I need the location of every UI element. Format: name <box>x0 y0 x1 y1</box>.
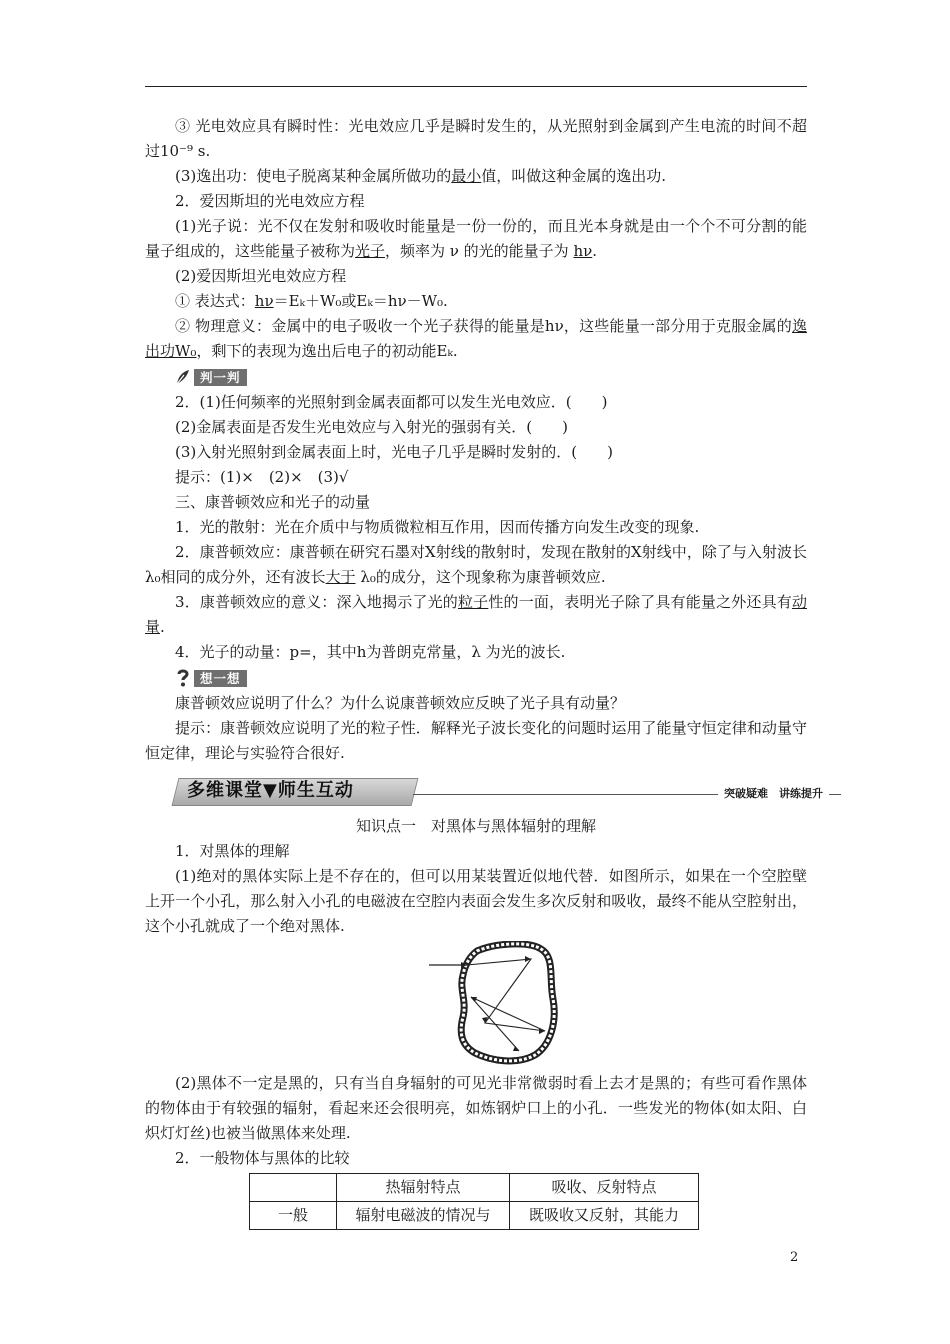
underlined-text: hν <box>254 292 274 310</box>
judge-question-1: 2．(1)任何频率的光照射到金属表面都可以发生光电效应．( ) <box>175 393 608 411</box>
cavity-figure <box>145 939 807 1071</box>
paragraph-photon-momentum: 4．光子的动量：p=，其中h为普朗克常量，λ 为光的波长. <box>175 643 566 661</box>
text: ① 表达式： <box>175 292 255 310</box>
paragraph-compton-meaning <box>145 590 807 640</box>
paragraph-physical-meaning <box>145 314 807 364</box>
text: . <box>160 618 165 636</box>
paragraph-instantaneous: ③ 光电效应具有瞬时性：光电效应几乎是瞬时发生的，从光照射到金属到产生电流的时间不超过10⁻⁹ s. <box>145 117 807 160</box>
text: 性的一面，表明光子除了具有能量之外还具有 <box>488 593 792 611</box>
table-header-cell <box>250 1174 337 1202</box>
table-row <box>250 1202 699 1230</box>
text: . <box>592 242 598 260</box>
text: 3．康普顿效应的意义：深入地揭示了光的 <box>175 593 458 611</box>
text: 值，叫做这种金属的逸出功. <box>481 167 667 185</box>
banner-subtitle: 突破疑难 讲练提升 <box>718 786 829 802</box>
text: (3)逸出功：使电子脱离某种金属所做功的 <box>175 167 452 185</box>
text: λ₀的成分，这个现象称为康普顿效应. <box>355 568 606 586</box>
judge-question-2: (2)金属表面是否发生光电效应与入射光的强弱有关．( ) <box>175 418 568 436</box>
table-cell: 辐射电磁波的情况与 <box>337 1202 510 1230</box>
heading-einstein: 2．爱因斯坦的光电效应方程 <box>175 192 365 210</box>
paragraph-work-function <box>145 164 807 189</box>
badge-label: 想一想 <box>194 670 247 687</box>
judge-question-3: (3)入射光照射到金属表面上时，光电子几乎是瞬时发射的．( ) <box>175 443 613 461</box>
judge-badge <box>175 366 807 388</box>
badge-label: 判一判 <box>194 369 247 386</box>
table-header-cell: 热辐射特点 <box>337 1174 510 1202</box>
underlined-text: hν <box>573 242 593 260</box>
judge-hint: 提示：(1)× (2)× (3)√ <box>175 468 349 486</box>
paragraph-photon-theory <box>145 214 807 264</box>
text: ，频率为 ν 的光的能量子为 <box>385 242 574 260</box>
paragraph-blackbody-2: (2)黑体不一定是黑的，只有当自身辐射的可见光非常微弱时看上去才是黑的；有些可看作黑体的物体由于有较强的辐射，看起来还会很明亮，如炼钢炉口上的小孔．一些发光的物体(如太阳、白炽灯灯丝)也被当做黑体来处理. <box>145 1074 807 1142</box>
think-question: 康普顿效应说明了什么？为什么说康普顿效应反映了光子具有动量？ <box>175 694 626 712</box>
table-header-row <box>250 1174 699 1202</box>
heading-equation: (2)爱因斯坦光电效应方程 <box>175 267 347 285</box>
cavity-diagram <box>425 941 565 1067</box>
table-cell: 一般 <box>250 1202 337 1230</box>
page-body <box>145 114 823 1230</box>
underlined-text: 光子 <box>355 242 386 260</box>
text: ，剩下的表现为逸出后电子的初动能Eₖ. <box>196 342 458 360</box>
header-rule <box>145 86 807 87</box>
think-badge <box>175 667 807 689</box>
paragraph-blackbody-1: (1)绝对的黑体实际上是不存在的，但可以用某装置近似地代替．如图所示，如果在一个空腔壁上开一个小孔，那么射入小孔的电磁波在空腔内表面会发生多次反射和吸收，最终不能从空腔射出，这个小孔就成了一个绝对黑体. <box>145 867 807 935</box>
text: 2．康普顿效应：康普顿在研究石墨对X射线的散射时，发现在散射的X射线中，除了与入射波长 λ₀相同的成分外，还有波长 <box>145 543 807 586</box>
text: (1)光子说：光不仅在发射和吸收时能量是一份一份的，而且光本身就是由一个个不可分割的能量子组成的，这些能量子被称为 <box>145 217 807 260</box>
comparison-table <box>249 1173 699 1230</box>
think-answer: 提示：康普顿效应说明了光的粒子性．解释光子波长变化的问题时运用了能量守恒定律和动量守恒定律，理论与实验符合很好. <box>145 719 807 762</box>
section-3-title: 三、康普顿效应和光子的动量 <box>175 493 371 511</box>
section-banner <box>143 774 841 810</box>
heading-comparison: 2．一般物体与黑体的比较 <box>175 1149 350 1167</box>
table-header-cell: 吸收、反射特点 <box>510 1174 699 1202</box>
page-number: 2 <box>790 1250 799 1265</box>
underlined-text: 动量 <box>145 593 807 636</box>
leaf-icon <box>175 368 191 386</box>
underlined-text: 逸出功W₀ <box>145 317 807 360</box>
underlined-text: 最小 <box>451 167 482 185</box>
knowledge-point-title: 知识点一 对黑体与黑体辐射的理解 <box>355 817 596 835</box>
paragraph-compton-effect <box>145 540 807 590</box>
paragraph-expression <box>145 289 807 314</box>
heading-blackbody: 1．对黑体的理解 <box>175 842 290 860</box>
text: ② 物理意义：金属中的电子吸收一个光子获得的能量是hν，这些能量一部分用于克服金属的 <box>175 317 792 335</box>
underlined-text: 大于 <box>325 568 356 586</box>
banner-title: 多维课堂▼师生互动 <box>187 780 354 801</box>
question-icon <box>175 669 191 687</box>
underlined-text: 粒子 <box>457 593 489 611</box>
paragraph-scattering: 1．光的散射：光在介质中与物质微粒相互作用，因而传播方向发生改变的现象. <box>175 518 700 536</box>
table-cell: 既吸收又反射，其能力 <box>510 1202 699 1230</box>
text: ＝Eₖ＋W₀或Eₖ＝hν－W₀. <box>273 292 448 310</box>
